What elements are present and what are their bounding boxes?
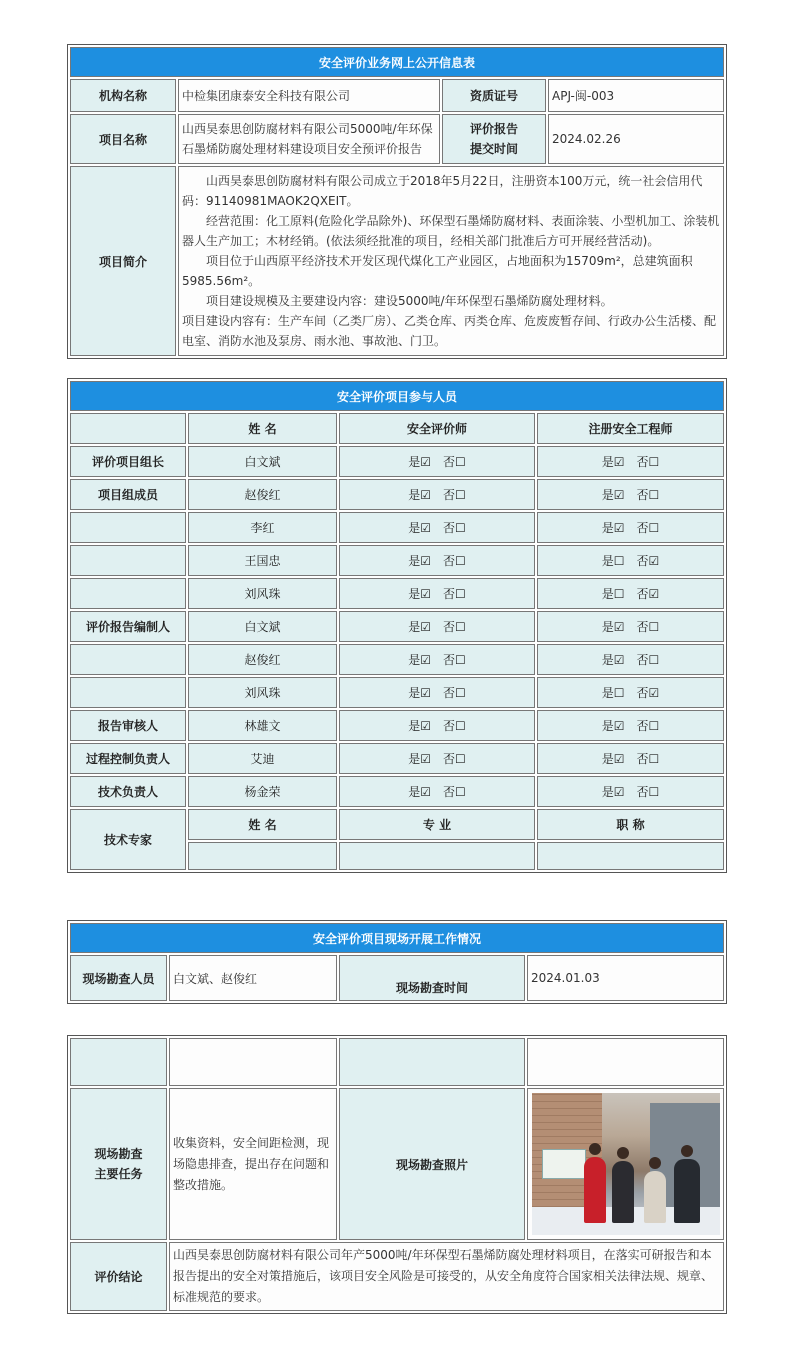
- expert-col-name: 姓 名: [188, 809, 337, 840]
- expert-name-cell: [188, 842, 337, 870]
- engineer-check: 是☑ 否☐: [537, 611, 724, 642]
- engineer-check: 是☑ 否☐: [537, 512, 724, 543]
- intro-paragraph: 项目位于山西原平经济技术开发区现代煤化工产业园区，占地面积为15709m²，总建筑面积5985.56m²。: [182, 254, 693, 288]
- evaluator-check: 是☑ 否☐: [339, 446, 535, 477]
- personnel-title: 安全评价项目参与人员: [70, 381, 724, 411]
- col-evaluator-header: 安全评价师: [339, 413, 535, 444]
- conclusion-value: 山西昊泰思创防腐材料有限公司年产5000吨/年环保型石墨烯防腐处理材料项目，在落实可研报告和本报告提出的安全对策措施后，该项目安全风险是可接受的，从安全角度符合国家相关法律法规、规章、标准规范的要求。: [169, 1242, 724, 1311]
- personnel-row: [70, 545, 724, 576]
- personnel-role: 评价报告编制人: [70, 611, 186, 642]
- submit-date-value: 2024.02.26: [548, 114, 724, 164]
- engineer-check: 是☑ 否☐: [537, 710, 724, 741]
- expert-title-cell: [537, 842, 724, 870]
- intro-paragraph: 山西昊泰思创防腐材料有限公司成立于2018年5月22日，注册资本100万元，统一社会信用代码：91140981MAOK2QXEIT。: [182, 174, 703, 208]
- intro-paragraph: 项目建设规模及主要建设内容：建设5000吨/年环保型石墨烯防腐处理材料。: [206, 294, 613, 308]
- project-name-value: 山西昊泰思创防腐材料有限公司5000吨/年环保石墨烯防腐处理材料建设项目安全预评价报告: [178, 114, 440, 164]
- personnel-row: [70, 776, 724, 807]
- org-value: 中检集团康泰安全科技有限公司: [178, 79, 440, 112]
- evaluator-check: 是☑ 否☐: [339, 611, 535, 642]
- evaluator-check: 是☑ 否☐: [339, 776, 535, 807]
- col-engineer-header: 注册安全工程师: [537, 413, 724, 444]
- site-staff-label: 现场勘查人员: [70, 955, 167, 1001]
- site-work-table: [67, 920, 727, 1004]
- public-info-title: 安全评价业务网上公开信息表: [70, 47, 724, 77]
- personnel-role: 项目组成员: [70, 479, 186, 510]
- site-work-title: 安全评价项目现场开展工作情况: [70, 923, 724, 953]
- engineer-check: 是☑ 否☐: [537, 479, 724, 510]
- personnel-row: [70, 710, 724, 741]
- project-name-label: 项目名称: [70, 114, 176, 164]
- site-task-value: 收集资料，安全间距检测，现场隐患排查，提出存在问题和整改措施。: [169, 1088, 337, 1240]
- evaluator-check: 是☑ 否☐: [339, 512, 535, 543]
- site-time-label: 现场勘查时间: [339, 955, 525, 1001]
- personnel-name: 刘风珠: [188, 578, 337, 609]
- org-label: 机构名称: [70, 79, 176, 112]
- expert-major-cell: [339, 842, 535, 870]
- engineer-check: 是☐ 否☑: [537, 545, 724, 576]
- cert-value: APJ-闽-003: [548, 79, 724, 112]
- evaluator-check: 是☑ 否☐: [339, 743, 535, 774]
- personnel-row: [70, 512, 724, 543]
- engineer-check: 是☑ 否☐: [537, 776, 724, 807]
- personnel-role: 报告审核人: [70, 710, 186, 741]
- site-inspection-photo: [532, 1093, 720, 1235]
- personnel-row: [70, 677, 724, 708]
- evaluator-check: 是☑ 否☐: [339, 644, 535, 675]
- personnel-role: 过程控制负责人: [70, 743, 186, 774]
- personnel-name: 杨金荣: [188, 776, 337, 807]
- personnel-role: [70, 512, 186, 543]
- personnel-row: [70, 644, 724, 675]
- evaluator-check: 是☑ 否☐: [339, 710, 535, 741]
- site-photo-label: 现场勘查照片: [339, 1088, 525, 1240]
- personnel-name: 赵俊红: [188, 479, 337, 510]
- col-name-header: 姓 名: [188, 413, 337, 444]
- site-photo-cell: [527, 1088, 724, 1240]
- evaluator-check: 是☑ 否☐: [339, 479, 535, 510]
- blank-cell: [339, 1038, 525, 1086]
- engineer-check: 是☐ 否☑: [537, 677, 724, 708]
- personnel-table: [67, 378, 727, 873]
- personnel-row: [70, 578, 724, 609]
- evaluator-check: 是☑ 否☐: [339, 578, 535, 609]
- personnel-row: [70, 611, 724, 642]
- engineer-check: 是☐ 否☑: [537, 578, 724, 609]
- personnel-role: [70, 644, 186, 675]
- personnel-name: 王国忠: [188, 545, 337, 576]
- public-info-table: [67, 44, 727, 359]
- personnel-name: 艾迪: [188, 743, 337, 774]
- personnel-role: 评价项目组长: [70, 446, 186, 477]
- personnel-row: [70, 446, 724, 477]
- personnel-name: 林雄文: [188, 710, 337, 741]
- blank-cell: [527, 1038, 724, 1086]
- intro-paragraph: 项目建设内容有：生产车间（乙类厂房）、乙类仓库、丙类仓库、危废废暂存间、行政办公生活楼、配电室、消防水池及泵房、雨水池、事故池、门卫。: [182, 314, 717, 348]
- personnel-role: 技术负责人: [70, 776, 186, 807]
- blank-cell: [169, 1038, 337, 1086]
- project-intro-label: 项目简介: [70, 166, 176, 356]
- expert-col-major: 专 业: [339, 809, 535, 840]
- expert-label: 技术专家: [70, 809, 186, 870]
- personnel-name: 白文斌: [188, 611, 337, 642]
- engineer-check: 是☑ 否☐: [537, 446, 724, 477]
- site-task-label: 现场勘查 主要任务: [70, 1088, 167, 1240]
- personnel-role: [70, 578, 186, 609]
- cert-label: 资质证号: [442, 79, 546, 112]
- evaluator-check: 是☑ 否☐: [339, 545, 535, 576]
- personnel-name: 李红: [188, 512, 337, 543]
- engineer-check: 是☑ 否☐: [537, 644, 724, 675]
- site-time-value: 2024.01.03: [527, 955, 724, 1001]
- personnel-row: [70, 479, 724, 510]
- submit-date-label: 评价报告 提交时间: [442, 114, 546, 164]
- personnel-row: [70, 743, 724, 774]
- blank-cell: [70, 413, 186, 444]
- personnel-name: 刘风珠: [188, 677, 337, 708]
- personnel-name: 赵俊红: [188, 644, 337, 675]
- evaluator-check: 是☑ 否☐: [339, 677, 535, 708]
- expert-col-title: 职 称: [537, 809, 724, 840]
- personnel-role: [70, 545, 186, 576]
- intro-paragraph: 经营范围：化工原料(危险化学品除外)、环保型石墨烯防腐材料、表面涂装、小型机加工、涂装机器人生产加工；木材经销。(依法须经批准的项目，经相关部门批准后方可开展经营活动)。: [182, 214, 720, 248]
- project-intro-text: [178, 166, 724, 356]
- personnel-role: [70, 677, 186, 708]
- conclusion-label: 评价结论: [70, 1242, 167, 1311]
- site-task-table: [67, 1035, 727, 1314]
- personnel-name: 白文斌: [188, 446, 337, 477]
- engineer-check: 是☑ 否☐: [537, 743, 724, 774]
- site-staff-value: 白文斌、赵俊红: [169, 955, 337, 1001]
- blank-cell: [70, 1038, 167, 1086]
